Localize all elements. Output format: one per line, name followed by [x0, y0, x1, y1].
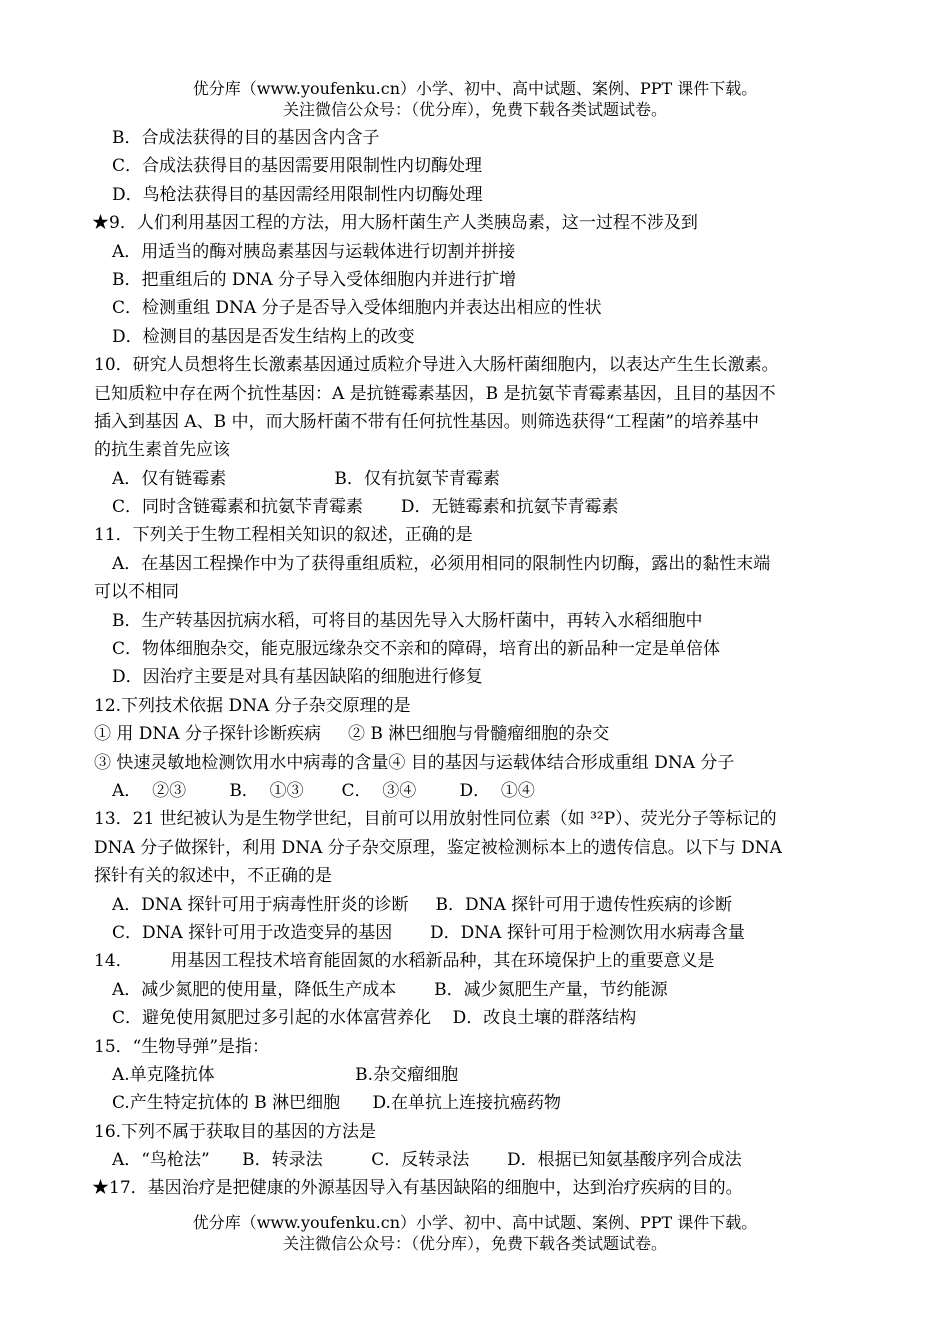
q14-stem: 14． 用基因工程技术培育能固氮的水稻新品种，其在环境保护上的重要意义是 — [94, 951, 715, 972]
q13-options-cd: C．DNA 探针可用于改造变异的基因 D．DNA 探针可用于检测饮用水病毒含量 — [112, 922, 745, 943]
q11-option-d: D．因治疗主要是对具有基因缺陷的细胞进行修复 — [112, 667, 483, 688]
q8-option-c: C．合成法获得目的基因需要用限制性内切酶处理 — [112, 156, 483, 177]
q10-options-cd: C．同时含链霉素和抗氨苄青霉素 D．无链霉素和抗氨苄青霉素 — [112, 497, 619, 518]
q13-stem-line-3: 探针有关的叙述中，不正确的是 — [94, 866, 332, 887]
q9-option-c: C．检测重组 DNA 分子是否导入受体细胞内并表达出相应的性状 — [112, 298, 602, 319]
q15-stem: 15．“生物导弹”是指： — [94, 1036, 270, 1057]
q13-stem-line-2: DNA 分子做探针，利用 DNA 分子杂交原理，鉴定被检测标本上的遗传信息。以下与 DNA — [94, 837, 782, 858]
page-header — [0, 78, 950, 120]
q9-option-d: D．检测目的基因是否发生结构上的改变 — [112, 326, 415, 347]
q11-option-c: C．物体细胞杂交，能克服远缘杂交不亲和的障碍，培育出的新品种一定是单倍体 — [112, 639, 721, 660]
header-line-2: 关注微信公众号：（优分库），免费下载各类试题试卷。 — [282, 100, 667, 119]
q12-items-3-4: ③ 快速灵敏地检测饮用水中病毒的含量④ 目的基因与运载体结合形成重组 DNA 分子 — [94, 752, 735, 773]
header-line-1: 优分库（www.youfenku.cn）小学、初中、高中试题、案例、PPT 课件下载。 — [192, 79, 758, 98]
q12-options: A． ②③ B． ①③ C． ③④ D． ①④ — [112, 780, 535, 801]
q10-stem-line-3: 插入到基因 A、B 中，而大肠杆菌不带有任何抗性基因。则筛选获得“工程菌”的培养基中 — [94, 411, 759, 432]
q13-options-ab: A．DNA 探针可用于病毒性肝炎的诊断 B．DNA 探针可用于遗传性疾病的诊断 — [112, 894, 733, 915]
q14-options-cd: C．避免使用氮肥过多引起的水体富营养化 D．改良土壤的群落结构 — [112, 1008, 637, 1029]
q11-option-b: B．生产转基因抗病水稻，可将目的基因先导入大肠杆菌中，再转入水稻细胞中 — [112, 610, 703, 631]
q17-stem: ★17．基因治疗是把健康的外源基因导入有基因缺陷的细胞中，达到治疗疾病的目的。 — [92, 1178, 743, 1199]
q12-stem: 12.下列技术依据 DNA 分子杂交原理的是 — [94, 695, 411, 716]
q11-option-a-line-2: 可以不相同 — [94, 582, 179, 603]
q8-option-b: B．合成法获得的目的基因含内含子 — [112, 128, 380, 148]
q14-options-ab: A．减少氮肥的使用量，降低生产成本 B．减少氮肥生产量，节约能源 — [112, 979, 668, 1000]
q11-option-a-line-1: A．在基因工程操作中为了获得重组质粒，必须用相同的限制性内切酶，露出的黏性末端 — [112, 553, 771, 574]
q15-options-ab: A.单克隆抗体 B.杂交瘤细胞 — [112, 1064, 459, 1085]
footer-line-1: 优分库（www.youfenku.cn）小学、初中、高中试题、案例、PPT 课件下载。 — [192, 1213, 758, 1232]
q11-stem: 11．下列关于生物工程相关知识的叙述，正确的是 — [94, 525, 473, 546]
q10-stem-line-2: 已知质粒中存在两个抗性基因：A 是抗链霉素基因，B 是抗氨苄青霉素基因，且目的基因不 — [94, 383, 776, 404]
q10-stem-line-1: 10．研究人员想将生长激素基因通过质粒介导进入大肠杆菌细胞内，以表达产生生长激素。 — [94, 355, 779, 376]
q9-stem: ★9．人们利用基因工程的方法，用大肠杆菌生产人类胰岛素，这一过程不涉及到 — [92, 213, 698, 234]
q8-option-d: D．鸟枪法获得目的基因需经用限制性内切酶处理 — [112, 184, 483, 205]
q13-stem-line-1: 13．21 世纪被认为是生物学世纪，目前可以用放射性同位素（如 ³²P）、荧光分子等标记的 — [94, 809, 777, 830]
q16-stem: 16.下列不属于获取目的基因的方法是 — [94, 1121, 377, 1142]
q10-stem-line-4: 的抗生素首先应该 — [94, 440, 230, 461]
q12-items-1-2: ① 用 DNA 分子探针诊断疾病 ② B 淋巴细胞与骨髓瘤细胞的杂交 — [94, 724, 610, 745]
q9-option-a: A．用适当的酶对胰岛素基因与运载体进行切割并拼接 — [112, 241, 516, 262]
q9-option-b: B．把重组后的 DNA 分子导入受体细胞内并进行扩增 — [112, 269, 517, 290]
question-content — [94, 124, 864, 1203]
q10-options-ab: A．仅有链霉素 B．仅有抗氨苄青霉素 — [112, 468, 500, 489]
q16-options: A．“鸟枪法” B．转录法 C．反转录法 D．根据已知氨基酸序列合成法 — [112, 1150, 742, 1171]
q15-options-cd: C.产生特定抗体的 B 淋巴细胞 D.在单抗上连接抗癌药物 — [112, 1093, 561, 1114]
footer-line-2: 关注微信公众号：（优分库），免费下载各类试题试卷。 — [282, 1234, 667, 1253]
page-footer — [0, 1212, 950, 1254]
